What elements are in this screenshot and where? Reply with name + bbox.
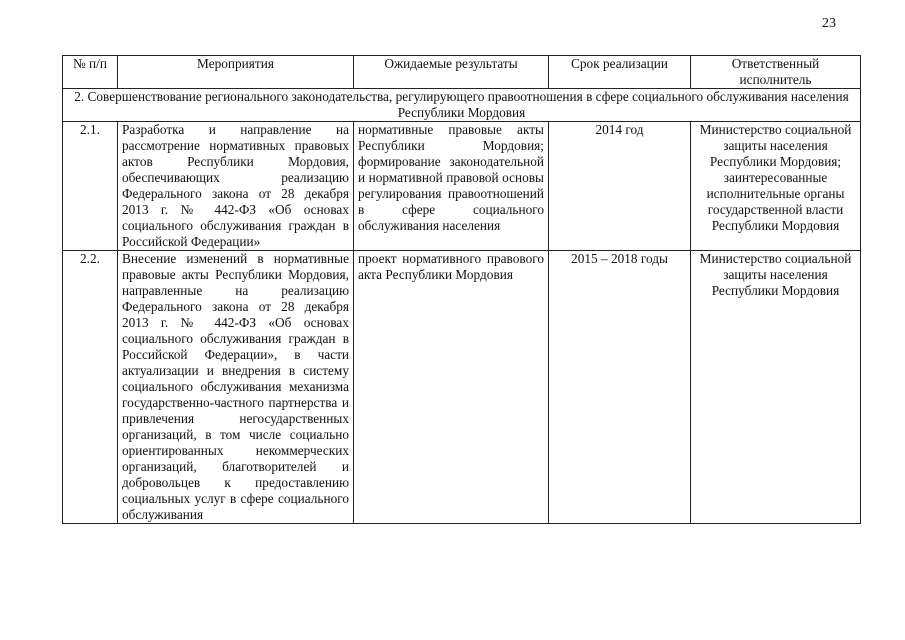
header-term: Срок реализации (549, 56, 691, 89)
header-results: Ожидаемые результаты (354, 56, 549, 89)
header-responsible: Ответственный исполнитель (691, 56, 861, 89)
row-result: нормативные правовые акты Республики Мордовия; формирование законодательной и нормативной правовой основы регулирования правоотношений в сфере социального обслуживания населения (354, 122, 549, 251)
row-activity: Внесение изменений в нормативные правовые акты Республики Мордовия, направленные на реализацию Федерального закона от 28 декабря 2013 г. № 442-ФЗ «Об основах социального обслуживания граждан в Российской Федерации», в части актуализации и внедрения в систему социального обслуживания механизма государственно-частного партнерства и привлечения негосударственных организаций, в том числе социально ориентированных некоммерческих организаций, благотворителей и добровольцев к предоставлению социальных услуг в сфере социального обслуживания (118, 251, 354, 524)
row-term: 2014 год (549, 122, 691, 251)
measures-table (62, 55, 861, 524)
header-num: № п/п (63, 56, 118, 89)
row-responsible: Министерство социальной защиты населения Республики Мордовия (691, 251, 861, 524)
row-result: проект нормативного правового акта Республики Мордовия (354, 251, 549, 524)
section-title: 2. Совершенствование регионального законодательства, регулирующего правоотношения в сфере социального обслуживания населения Республики Мордовия (63, 89, 861, 122)
row-term: 2015 – 2018 годы (549, 251, 691, 524)
row-num: 2.2. (63, 251, 118, 524)
row-activity: Разработка и направление на рассмотрение нормативных правовых актов Республики Мордовия, обеспечивающих реализацию Федерального закона от 28 декабря 2013 г. № 442-ФЗ «Об основах социального обслуживания граждан в Российской Федерации» (118, 122, 354, 251)
table-header-row (63, 56, 861, 89)
row-num: 2.1. (63, 122, 118, 251)
page-number: 23 (822, 16, 836, 31)
section-row (63, 89, 861, 122)
table-row (63, 122, 861, 251)
table-row (63, 251, 861, 524)
header-activities: Мероприятия (118, 56, 354, 89)
row-responsible: Министерство социальной защиты населения Республики Мордовия; заинтересованные исполнительные органы государственной власти Республики Мордовия (691, 122, 861, 251)
